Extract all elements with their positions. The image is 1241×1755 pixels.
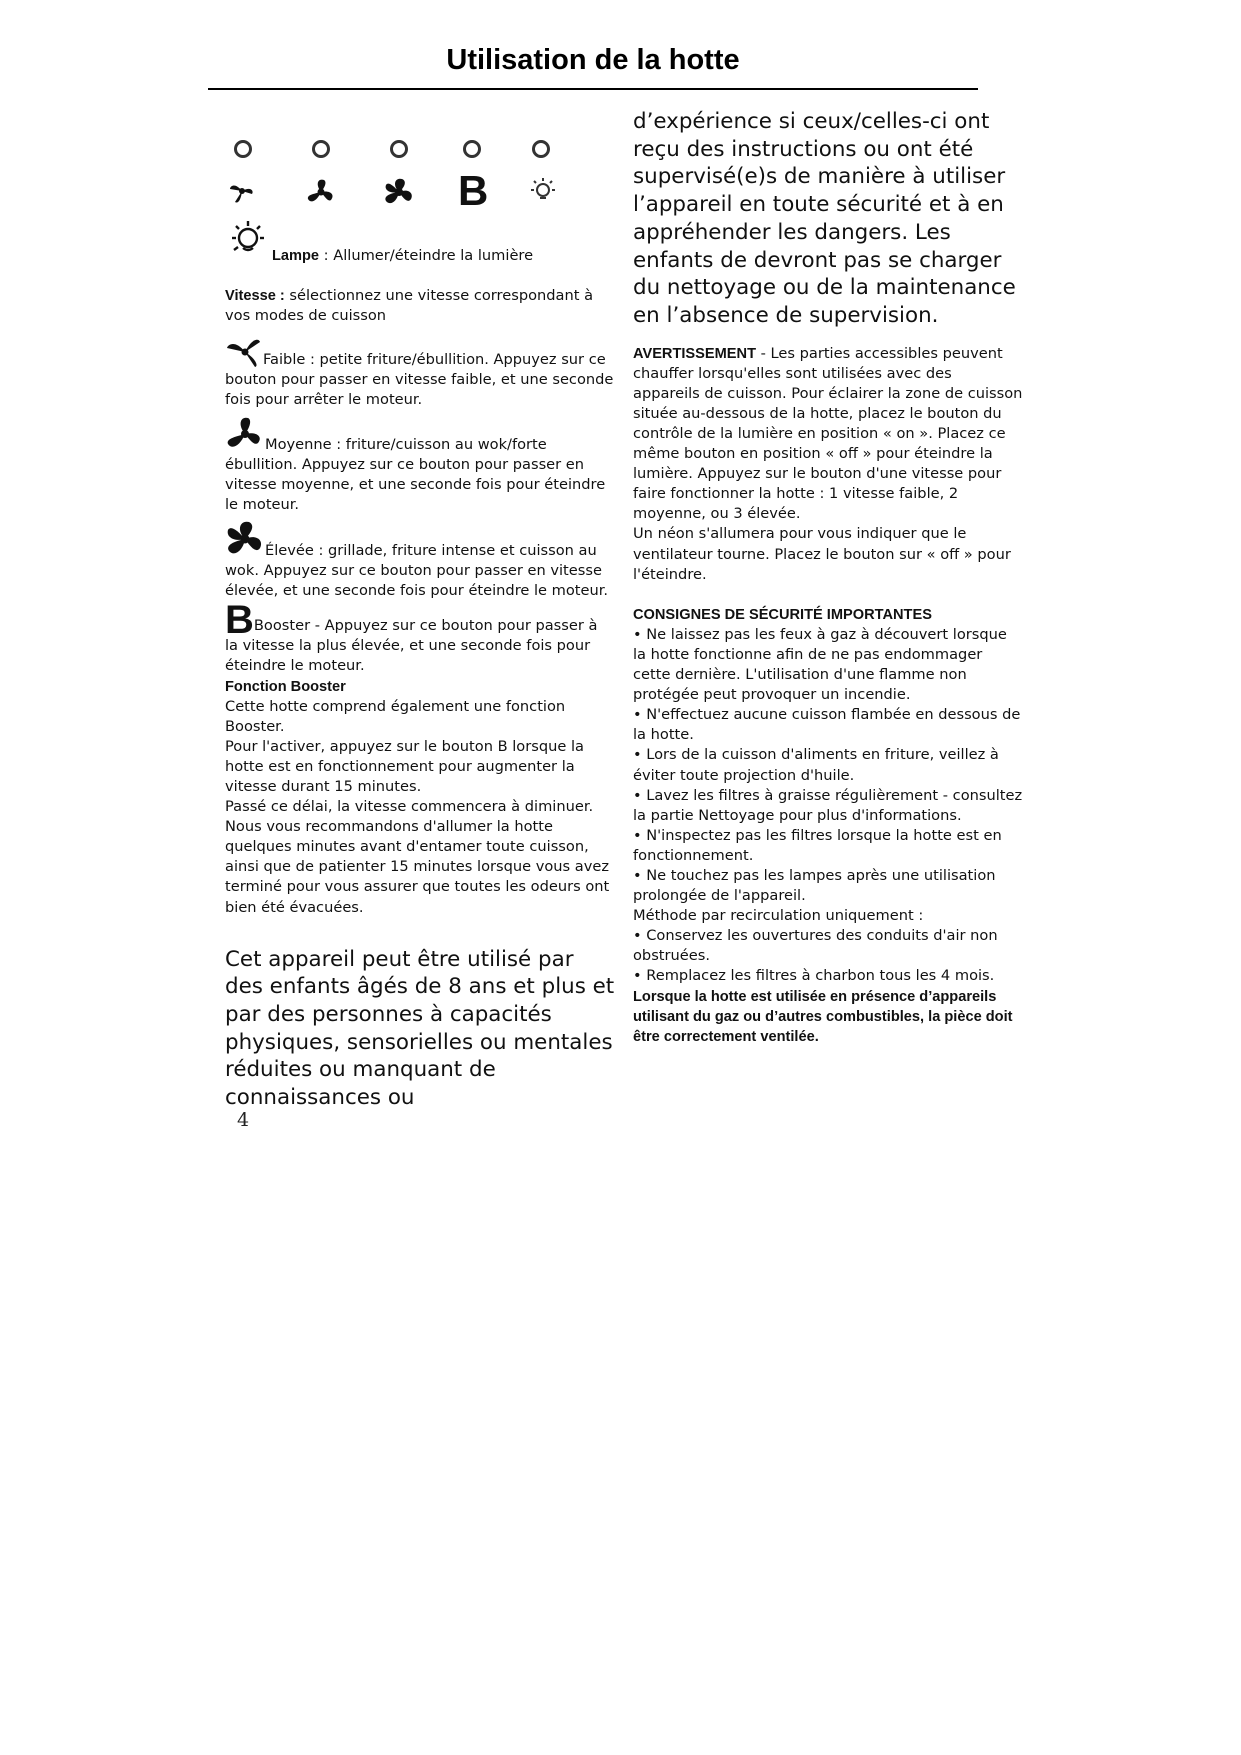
- avertissement-text: - Les parties accessibles peuvent chauffer lorsqu'elles sont utilisées avec des appareils de cuisson. Pour éclairer la zone de cuisson située au-dessous de la hotte, placez le bouton du contrôle de la lumière en position « on ». Placez ce même bouton en position « off » pour éteindre la lumière. Appuyez sur le bouton d'une vitesse pour faire fonctionner la hotte : 1 vitesse faible, 2 moyenne, ou 3 élevée.: [633, 344, 1023, 523]
- consigne-item: Méthode par recirculation uniquement :: [633, 907, 924, 925]
- consigne-item: • Ne laissez pas les feux à gaz à découvert lorsque la hotte fonctionne afin de ne pas endommager cette dernière. L'utilisation d'une flamme non protégée peut provoquer un incendie.: [633, 625, 1007, 704]
- fan-medium-icon: [305, 176, 337, 208]
- moyenne-text: Moyenne : friture/cuisson au wok/forte ébullition. Appuyez sur ce bouton pour passer en vitesse moyenne, et une seconde fois pour éteindre le moteur.: [225, 435, 606, 513]
- fonction-booster-line: Cette hotte comprend également une fonction Booster.: [225, 697, 566, 735]
- consigne-item: • Ne touchez pas les lampes après une utilisation prolongée de l'appareil.: [633, 866, 996, 905]
- fonction-booster-line: Nous vous recommandons d'allumer la hotte quelques minutes avant d'entamer toute cuisson, ainsi que de patienter 15 minutes lorsque vous avez terminé pour vous assurer que toutes les odeurs ont bien été évacuées.: [225, 818, 610, 916]
- fonction-booster-line: Pour l'activer, appuyez sur le bouton B lorsque la hotte est en fonctionnement pour augmenter la vitesse durant 15 minutes.: [225, 737, 584, 795]
- indicator-light: [463, 140, 481, 158]
- booster-paragraph: [225, 598, 615, 676]
- consigne-item: • Lavez les filtres à graisse régulièrement - consultez la partie Nettoyage pour plus d'informations.: [633, 786, 1023, 824]
- indicator-light: [390, 140, 408, 158]
- right-column: [633, 108, 1023, 1047]
- indicator-light: [532, 140, 550, 158]
- consigne-item: • Lors de la cuisson d'aliments en friture, veillez à éviter toute projection d'huile.: [633, 746, 999, 784]
- children-warning-text: Cet appareil peut être utilisé par des enfants âgés de 8 ans et plus et par des personnes à capacités physiques, sensorielles ou mentales réduites ou manquant de connaissances ou: [225, 946, 615, 1111]
- faible-text: Faible : petite friture/ébullition. Appuyez sur ce bouton pour passer en vitesse faible, et une seconde fois pour arrêter le moteur.: [225, 351, 614, 409]
- fan-low-icon: [225, 334, 263, 368]
- vitesse-paragraph: [225, 286, 615, 326]
- control-panel-illustration: [225, 130, 615, 218]
- page-title: Utilisation de la hotte: [446, 44, 740, 76]
- faible-paragraph: [225, 334, 615, 410]
- left-column: [225, 130, 615, 1112]
- indicator-light: [234, 140, 252, 158]
- fan-low-icon: [227, 176, 257, 206]
- indicator-light: [312, 140, 330, 158]
- fan-high-icon: [383, 176, 415, 208]
- vitesse-text: sélectionnez une vitesse correspondant à vos modes de cuisson: [225, 287, 594, 325]
- fan-high-icon: [225, 519, 265, 559]
- consigne-item: • N'effectuez aucune cuisson flambée en dessous de la hotte.: [633, 706, 1021, 744]
- consignes-title: CONSIGNES DE SÉCURITÉ IMPORTANTES: [633, 606, 932, 623]
- page-number: 4: [237, 1109, 250, 1131]
- fonction-booster-line: Passé ce délai, la vitesse commencera à diminuer.: [225, 798, 594, 816]
- ventilation-warning: Lorsque la hotte est utilisée en présence d’appareils utilisant du gaz ou d’autres combustibles, la pièce doit être correctement ventilée.: [633, 988, 1013, 1045]
- booster-b-icon: B: [225, 598, 254, 643]
- fonction-booster-title: Fonction Booster: [225, 678, 346, 695]
- vitesse-label: Vitesse :: [225, 288, 285, 305]
- lampe-label: Lampe: [272, 248, 320, 264]
- elevee-paragraph: [225, 519, 615, 601]
- consigne-item: • Remplacez les filtres à charbon tous les 4 mois.: [633, 967, 995, 985]
- lampe-text: : Allumer/éteindre la lumière: [319, 247, 534, 264]
- avertissement-label: AVERTISSEMENT: [633, 345, 756, 362]
- fan-medium-icon: [225, 415, 265, 453]
- consigne-item: • N'inspectez pas les filtres lorsque la hotte est en fonctionnement.: [633, 826, 1002, 864]
- children-warning-continued: d’expérience si ceux/celles-ci ont reçu des instructions ou ont été supervisé(e)s de manière à utiliser l’appareil en toute sécurité et à en appréhender les dangers. Les enfants de devront pas se charger du nettoyage ou de la maintenance en l’absence de supervision.: [633, 109, 1016, 328]
- title-rule: [208, 88, 978, 90]
- lampe-paragraph: [225, 218, 615, 266]
- consigne-item: • Conservez les ouvertures des conduits d'air non obstruées.: [633, 927, 998, 965]
- lamp-icon: [226, 218, 272, 262]
- neon-text: Un néon s'allumera pour vous indiquer que le ventilateur tourne. Placez le bouton sur « off » pour l'éteindre.: [633, 525, 1011, 583]
- booster-text: Booster - Appuyez sur ce bouton pour passer à la vitesse la plus élevée, et une seconde fois pour éteindre le moteur.: [225, 617, 598, 675]
- avertissement-paragraph: [633, 344, 1023, 525]
- elevee-text: Élevée : grillade, friture intense et cuisson au wok. Appuyez sur ce bouton pour passer en vitesse élevée, et une seconde fois pour éteindre le moteur.: [225, 541, 609, 600]
- lamp-icon: [528, 176, 558, 206]
- booster-b-icon: B: [458, 167, 489, 214]
- moyenne-paragraph: [225, 415, 615, 515]
